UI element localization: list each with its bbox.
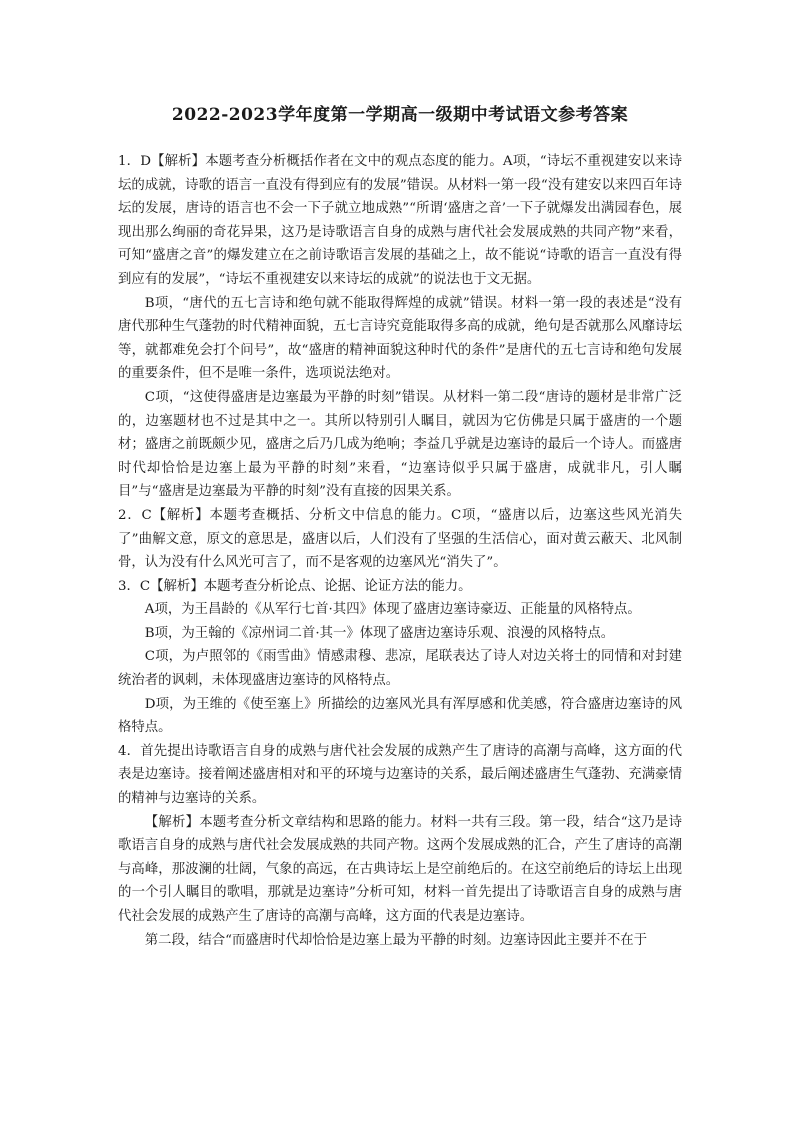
paragraph-q2: 2．C【解析】本题考查概括、分析文中信息的能力。C项，“盛唐以后，边塞这些风光消失了”曲解文意，原文的意思是，盛唐以后，人们没有了坚强的生活信心，面对黄云蔽天、北风制骨，认为没有什么风光可言了，而不是客观的边塞风光“消失了”。 xyxy=(118,507,682,571)
paragraph-q1: 1．D【解析】本题考查分析概括作者在文中的观点态度的能力。A项，“诗坛不重视建安以来诗坛的成就，诗歌的语言一直没有得到应有的发展”错误。从材料一第一段“没有建安以来四百年诗坛的发展，唐诗的语言也不会一下子就立地成熟”“所谓‘盛唐之音’一下子就爆发出满园春色，展现出那么绚丽的奇花异果，这乃是诗歌语言自身的成熟与唐代社会发展成熟的共同产物”来看，可知“盛唐之音”的爆发建立在之前诗歌语言发展的基础之上，故不能说“诗歌的语言一直没有得到应有的发展”，“诗坛不重视建安以来诗坛的成就”的说法也于文无据。 xyxy=(118,154,682,287)
paragraph-q3-a: A项，为王昌龄的《从军行七首·其四》体现了盛唐边塞诗豪迈、正能量的风格特点。 xyxy=(144,602,641,618)
paragraph-q3-c: C项，为卢照邻的《雨雪曲》情感肃穆、悲凉，尾联表达了诗人对边关将士的同情和对封建统治者的讽刺，未体现盛唐边塞诗的风格特点。 xyxy=(118,649,682,689)
page-title: 2022-2023学年度第一学期高一级期中考试语文参考答案 xyxy=(171,105,629,125)
paragraph-q1-c: C项，“这使得盛唐是边塞最为平静的时刻”错误。从材料一第二段“唐诗的题材是非常广泛的，边塞题材也不过是其中之一。其所以特别引人瞩目，就因为它仿佛是只属于盛唐的一个题材；盛唐之前既颇少见，盛唐之后乃几成为绝响；李益几乎就是边塞诗的最后一个诗人。而盛唐时代却恰恰是边塞上最为平静的时刻”来看，“边塞诗似乎只属于盛唐，成就非凡，引人瞩目”与“盛唐是边塞最为平静的时刻”没有直接的因果关系。 xyxy=(118,389,682,500)
paragraph-q3-d: D项，为王维的《使至塞上》所描绘的边塞风光具有浑厚感和优美感，符合盛唐边塞诗的风格特点。 xyxy=(118,696,682,736)
paragraph-q4: 4．首先提出诗歌语言自身的成熟与唐代社会发展的成熟产生了唐诗的高潮与高峰，这方面的代表是边塞诗。接着阐述盛唐相对和平的环境与边塞诗的关系，最后阐述盛唐生气蓬勃、充满豪情的精神与边塞诗的关系。 xyxy=(118,743,682,807)
paragraph-q3: 3．C【解析】本题考查分析论点、论据、论证方法的能力。 xyxy=(118,578,472,594)
paragraph-q3-b: B项，为王翰的《凉州词二首·其一》体现了盛唐边塞诗乐观、浪漫的风格特点。 xyxy=(144,625,615,641)
paragraph-q4-second: 第二段，结合“而盛唐时代却恰恰是边塞上最为平静的时刻。边塞诗因此主要并不在于 xyxy=(144,932,648,948)
paragraph-q1-b: B项，“唐代的五七言诗和绝句就不能取得辉煌的成就”错误。材料一第一段的表述是“没有唐代那种生气蓬勃的时代精神面貌，五七言诗究竟能取得多高的成就，绝句是否就那么风靡诗坛等，就都难免会打个问号”，故“盛唐的精神面貌这种时代的条件”是唐代的五七言诗和绝句发展的重要条件，但不是唯一条件，选项说法绝对。 xyxy=(118,295,682,382)
paragraph-q4-analysis: 【解析】本题考查分析文章结构和思路的能力。材料一共有三段。第一段，结合“这乃是诗歌语言自身的成熟与唐代社会发展成熟的共同产物。这两个发展成熟的汇合，产生了唐诗的高潮与高峰，那波澜的壮阔，气象的高远，在古典诗坛上是空前绝后的。在这空前绝后的诗坛上出现的一个引人瞩目的歌唱，那就是边塞诗”分析可知，材料一首先提出了诗歌语言自身的成熟与唐代社会发展的成熟产生了唐诗的高潮与高峰，这方面的代表是边塞诗。 xyxy=(118,814,682,924)
